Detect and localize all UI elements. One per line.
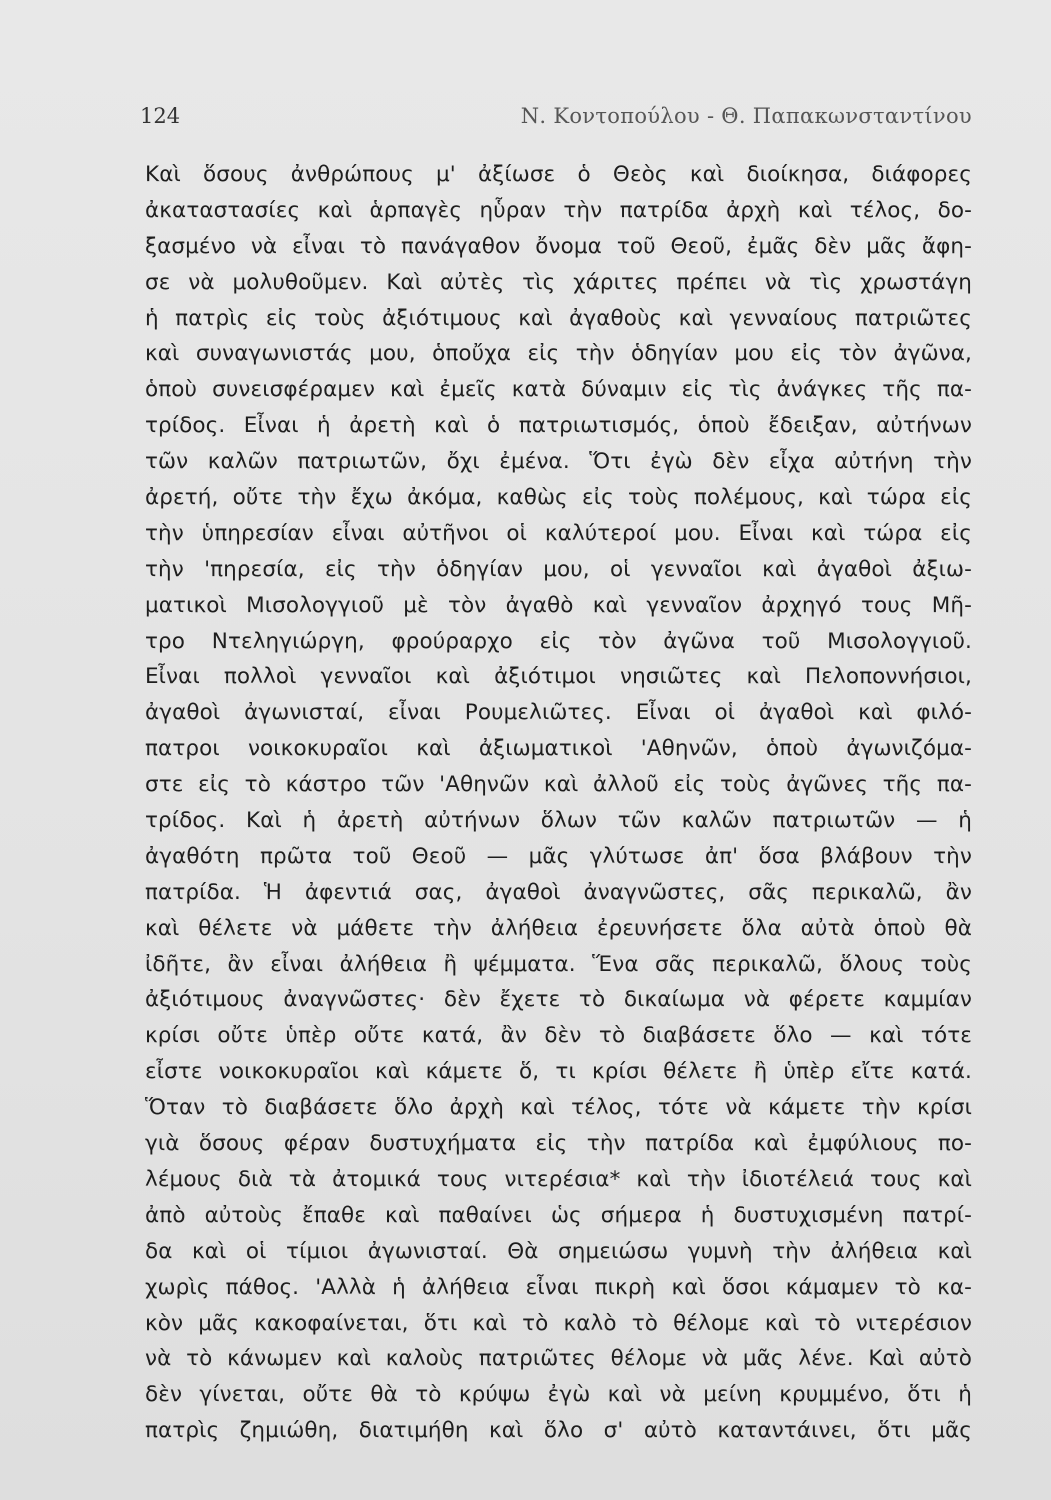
text-line: νὰ τὸ κάνωμεν καὶ καλοὺς πατριῶτες θέλομε νὰ μᾶς λένε. Καὶ αὐτὸ xyxy=(145,1346,972,1372)
text-line: δὲν γίνεται, οὔτε θὰ τὸ κρύψω ἐγὼ καὶ νὰ μείνη κρυμμένο, ὅτι ἡ xyxy=(145,1382,972,1408)
text-line: δα καὶ οἱ τίμιοι ἀγωνισταί. Θὰ σημειώσω γυμνὴ τὴν ἀλήθεια καὶ xyxy=(145,1238,972,1264)
text-line: στε εἰς τὸ κάστρο τῶν 'Αθηνῶν καὶ ἀλλοῦ εἰς τοὺς ἀγῶνες τῆς πα- xyxy=(145,772,972,798)
text-line: λέμους διὰ τὰ ἀτομικά τους νιτερέσια* καὶ τὴν ἰδιοτέλειά τους καὶ xyxy=(145,1166,972,1192)
text-line: ματικοὶ Μισολογγιοῦ μὲ τὸν ἀγαθὸ καὶ γενναῖον ἀρχηγό τους Μῆ- xyxy=(145,592,972,618)
text-line: ἀρετή, οὔτε τὴν ἔχω ἀκόμα, καθὼς εἰς τοὺς πολέμους, καὶ τώρα εἰς xyxy=(145,485,972,511)
text-line: καὶ συναγωνιστάς μου, ὁποὔχα εἰς τὴν ὁδηγίαν μου εἰς τὸν ἀγῶνα, xyxy=(145,341,972,367)
text-line: πατρὶς ζημιώθη, διατιμήθη καὶ ὅλο σ' αὐτὸ καταντάινει, ὅτι μᾶς xyxy=(145,1418,972,1444)
page-header xyxy=(140,100,972,134)
text-line: κὸν μᾶς κακοφαίνεται, ὅτι καὶ τὸ καλὸ τὸ θέλομε καὶ τὸ νιτερέσιον xyxy=(145,1310,972,1336)
text-line: γιὰ ὅσους φέραν δυστυχήματα εἰς τὴν πατρίδα καὶ ἐμφύλιους πο- xyxy=(145,1131,972,1157)
text-line: πατρίδα. Ἡ ἀφεντιά σας, ἀγαθοὶ ἀναγνῶστες, σᾶς περικαλῶ, ἂν xyxy=(145,879,972,905)
text-line: τὴν 'πηρεσία, εἰς τὴν ὁδηγίαν μου, οἱ γενναῖοι καὶ ἀγαθοὶ ἀξιω- xyxy=(145,556,972,582)
text-line: χωρὶς πάθος. 'Αλλὰ ἡ ἀλήθεια εἶναι πικρὴ καὶ ὅσοι κάμαμεν τὸ κα- xyxy=(145,1274,972,1300)
text-line: Ὅταν τὸ διαβάσετε ὅλο ἀρχὴ καὶ τέλος, τότε νὰ κάμετε τὴν κρίσι xyxy=(145,1095,972,1121)
text-line: τὴν ὑπηρεσίαν εἶναι αὐτῆνοι οἱ καλύτεροί μου. Εἶναι καὶ τώρα εἰς xyxy=(145,520,972,546)
text-line: ξασμένο νὰ εἶναι τὸ πανάγαθον ὄνομα τοῦ Θεοῦ, ἐμᾶς δὲν μᾶς ἄφη- xyxy=(145,233,972,259)
text-line: ἀκαταστασίες καὶ ἁρπαγὲς ηὗραν τὴν πατρίδα ἀρχὴ καὶ τέλος, δο- xyxy=(145,197,972,223)
text-line: σε νὰ μολυθοῦμεν. Καὶ αὐτὲς τὶς χάριτες πρέπει νὰ τὶς χρωστάγη xyxy=(145,269,972,295)
text-line: ὁποὺ συνεισφέραμεν καὶ ἐμεῖς κατὰ δύναμιν εἰς τὶς ἀνάγκες τῆς πα- xyxy=(145,377,972,403)
text-line: τρο Ντεληγιώργη, φρούραρχο εἰς τὸν ἀγῶνα τοῦ Μισολογγιοῦ. xyxy=(145,628,972,654)
text-line: εἶστε νοικοκυραῖοι καὶ κάμετε ὅ, τι κρίσι θέλετε ἢ ὑπὲρ εἴτε κατά. xyxy=(145,1059,972,1085)
text-line: κρίσι οὔτε ὑπὲρ οὔτε κατά, ἂν δὲν τὸ διαβάσετε ὅλο — καὶ τότε xyxy=(145,1023,972,1049)
text-line: Εἶναι πολλοὶ γενναῖοι καὶ ἀξιότιμοι νησιῶτες καὶ Πελοποννήσιοι, xyxy=(145,664,972,690)
page-number: 124 xyxy=(140,104,181,128)
body-text xyxy=(145,157,972,1449)
text-line: ἀγαθοὶ ἀγωνισταί, εἶναι Ρουμελιῶτες. Εἶναι οἱ ἀγαθοὶ καὶ φιλό- xyxy=(145,700,972,726)
text-line: ἡ πατρὶς εἰς τοὺς ἀξιότιμους καὶ ἀγαθοὺς καὶ γενναίους πατριῶτες xyxy=(145,305,972,331)
text-line: πατροι νοικοκυραῖοι καὶ ἀξιωματικοὶ 'Αθηνῶν, ὁποὺ ἀγωνιζόμα- xyxy=(145,736,972,762)
text-line: Καὶ ὅσους ἀνθρώπους μ' ἀξίωσε ὁ Θεὸς καὶ διοίκησα, διάφορες xyxy=(145,162,972,187)
text-line: τρίδος. Καὶ ἡ ἀρετὴ αὐτήνων ὅλων τῶν καλῶν πατριωτῶν — ἡ xyxy=(145,808,972,834)
text-line: καὶ θέλετε νὰ μάθετε τὴν ἀλήθεια ἐρευνήσετε ὅλα αὐτὰ ὁποὺ θὰ xyxy=(145,915,972,941)
text-line: τρίδος. Εἶναι ἡ ἀρετὴ καὶ ὁ πατριωτισμός, ὁποὺ ἔδειξαν, αὐτήνων xyxy=(145,413,972,439)
running-head: Ν. Κοντοπούλου - Θ. Παπακωνσταντίνου xyxy=(520,104,972,128)
text-line: ἀξιότιμους ἀναγνῶστες· δὲν ἔχετε τὸ δικαίωμα νὰ φέρετε καμμίαν xyxy=(145,987,972,1013)
text-line: ἀγαθότη πρῶτα τοῦ Θεοῦ — μᾶς γλύτωσε ἀπ' ὅσα βλάβουν τὴν xyxy=(145,843,972,869)
text-line: ἰδῆτε, ἂν εἶναι ἀλήθεια ἢ ψέμματα. Ἕνα σᾶς περικαλῶ, ὅλους τοὺς xyxy=(145,951,972,977)
text-line: τῶν καλῶν πατριωτῶν, ὄχι ἐμένα. Ὅτι ἐγὼ δὲν εἶχα αὐτήνη τὴν xyxy=(145,449,972,475)
text-line: ἀπὸ αὐτοὺς ἔπαθε καὶ παθαίνει ὡς σήμερα ἡ δυστυχισμένη πατρί- xyxy=(145,1202,972,1228)
